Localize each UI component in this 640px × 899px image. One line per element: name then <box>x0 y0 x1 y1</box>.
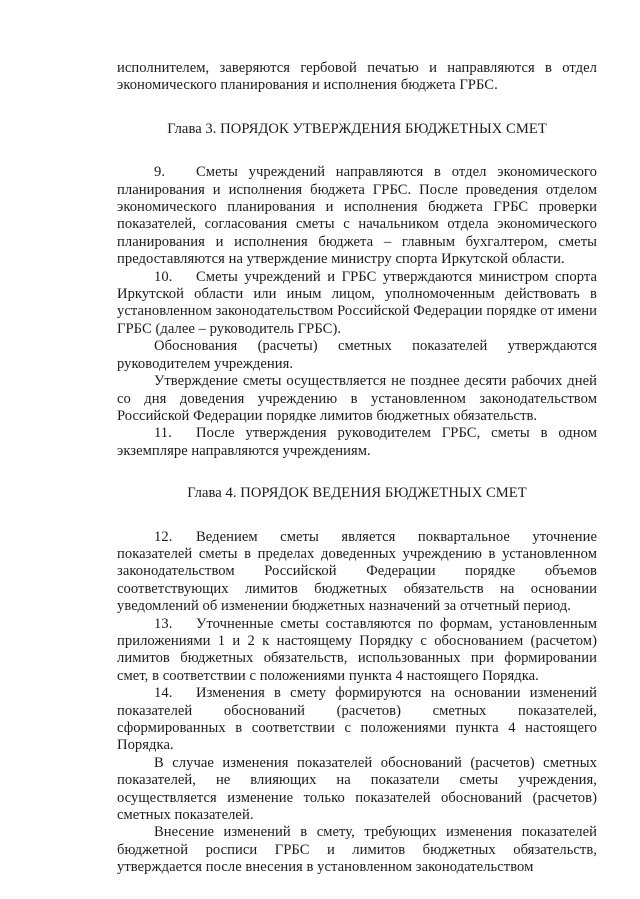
paragraph-changes-partial: Внесение изменений в смету, требующих изменения показателей бюджетной росписи ГРБС и лимитов бюджетных обязательств, утверждается после внесения в установленном законодательством <box>117 824 597 876</box>
item-number-11: 11. <box>154 425 172 442</box>
item-number-10: 10. <box>154 268 173 285</box>
paragraph-item-14 <box>117 685 597 755</box>
paragraph-item-12 <box>117 529 597 616</box>
document-body <box>117 60 597 877</box>
chapter-3-heading: Глава 3. ПОРЯДОК УТВЕРЖДЕНИЯ БЮДЖЕТНЫХ СМЕТ <box>167 120 547 137</box>
item-text-10: Сметы учреждений и ГРБС утверждаются министром спорта Иркутской области или иным лицом, уполномоченным действовать в установленном законодательством Российской Федерации порядке от имени ГРБС (далее – руководитель ГРБС). <box>117 268 597 337</box>
item-text-14: Изменения в смету формируются на основании изменений показателей обоснований (расчетов) сметных показателей, сформированных в соответствии с положениями пункта 4 настоящего Порядка. <box>117 685 597 754</box>
paragraph-item-10 <box>117 269 597 339</box>
paragraph-item-13 <box>117 616 597 686</box>
item-text-12: Ведением сметы является поквартальное уточнение показателей сметы в пределах доведенных учреждению в установленном законодательством Российской Федерации порядке объемов соответствующих лимитов бюджетных обязательств на основании уведомлений об изменении бюджетных назначений за отчетный период. <box>117 528 597 615</box>
paragraph-item-11 <box>117 425 597 460</box>
item-number-14: 14. <box>154 685 173 702</box>
item-number-12: 12. <box>154 528 173 545</box>
paragraph-change-justifications: В случае изменения показателей обоснований (расчетов) сметных показателей, не влияющих на показатели сметы учреждения, осуществляется изменение только показателей обоснований (расчетов) сметных показателей. <box>117 754 597 824</box>
item-number-9: 9. <box>154 164 166 181</box>
item-text-13: Уточненные сметы составляются по формам, установленным приложениями 1 и 2 к настоящему Порядку с обоснованием (расчетом) лимитов бюджетных обязательств, использованных при формировании смет, в соответствии с положениями пункта 4 настоящего Порядка. <box>117 615 597 684</box>
paragraph-approval-deadline: Утверждение сметы осуществляется не позднее десяти рабочих дней со дня доведения учреждению в установленном законодательством Российской Федерации порядке лимитов бюджетных обязательств. <box>117 373 597 424</box>
paragraph-item-9 <box>117 164 597 268</box>
intro-paragraph: исполнителем, заверяются гербовой печатью и направляются в отдел экономического планирования и исполнения бюджета ГРБС. <box>117 60 597 94</box>
item-text-11: После утверждения руководителем ГРБС, сметы в одном экземпляре направляются учреждениям. <box>117 425 597 459</box>
chapter-4-heading: Глава 4. ПОРЯДОК ВЕДЕНИЯ БЮДЖЕТНЫХ СМЕТ <box>187 485 527 502</box>
item-number-13: 13. <box>154 615 173 632</box>
item-text-9: Сметы учреждений направляются в отдел экономического планирования и исполнения бюджета ГРБС. После проведения отделом экономического планирования и исполнения бюджета ГРБС проверки показателей, согласования сметы с начальником отдела экономического планирования и исполнения бюджета – главным бухгалтером, сметы предоставляются на утверждение министру спорта Иркутской области. <box>117 164 597 268</box>
paragraph-justifications: Обоснования (расчеты) сметных показателей утверждаются руководителем учреждения. <box>117 338 597 372</box>
